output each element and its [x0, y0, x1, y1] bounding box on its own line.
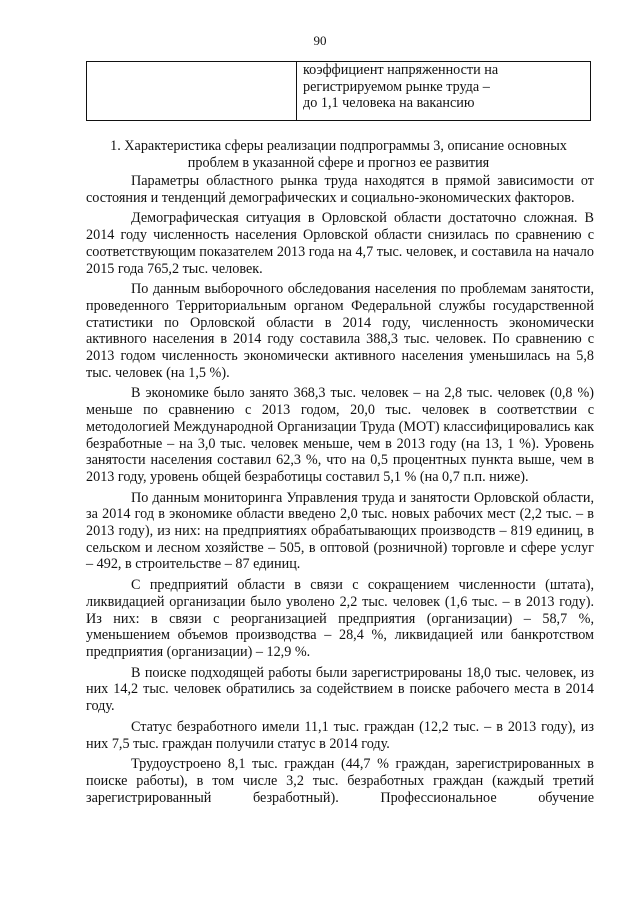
table-line: до 1,1 человека на вакансию [303, 95, 475, 112]
section-heading-line: 1. Характеристика сферы реализации подпрограммы 3, описание основных [110, 138, 567, 154]
table-line: коэффициент напряженности на [303, 62, 499, 78]
table-row [87, 62, 591, 121]
paragraph: Демографическая ситуация в Орловской области достаточно сложная. В 2014 году численность населения Орловской области снизилась по сравнению с соответствующим показателем 2013 года на 4,7 тыс. человек, и составила на начало 2015 года 765,2 тыс. человек. [86, 210, 594, 277]
table-cell-empty [87, 62, 297, 121]
section-heading [86, 138, 591, 172]
paragraph: Трудоустроено 8,1 тыс. граждан (44,7 % граждан, зарегистрированных в поиске работы), в том числе 3,2 тыс. безработных граждан (каждый третий зарегистрированный безработный). Профессиональное обучение [86, 756, 594, 806]
document-body [86, 173, 594, 810]
table-line: регистрируемом рынке труда – [303, 78, 490, 95]
continuation-table [86, 61, 591, 121]
table-cell-text [297, 62, 591, 121]
page-number: 90 [313, 33, 327, 48]
paragraph: С предприятий области в связи с сокращением численности (штата), ликвидацией организации было уволено 2,2 тыс. человек (1,6 тыс. – в 2013 году). Из них: в связи с реорганизацией предприятия (организации) – 58,7 %, уменьшением объемов производства – 28,4 %, ликвидацией или банкротством предприятия (организации) – 12,9 %. [86, 577, 594, 660]
paragraph: В поиске подходящей работы были зарегистрированы 18,0 тыс. человек, из них 14,2 тыс. человек обратились за содействием в поиске рабочего места в 2014 году. [86, 664, 594, 715]
paragraph: Параметры областного рынка труда находятся в прямой зависимости от состояния и тенденций демографических и социально-экономических факторов. [86, 173, 594, 206]
paragraph: Статус безработного имели 11,1 тыс. граждан (12,2 тыс. – в 2013 году), из них 7,5 тыс. граждан получили статус в 2014 году. [86, 718, 594, 752]
paragraph: В экономике было занято 368,3 тыс. человек – на 2,8 тыс. человек (0,8 %) меньше по сравнению с 2013 годом, 20,0 тыс. человек в соответствии с методологией Международной Организации Труда (МОТ) классифицировались как безработные – на 3,0 тыс. человек меньше, чем в 2013 году (на 13, 1 %). Уровень занятости населения составил 62,3 %, что на 0,5 процентных пункта выше, чем в 2013 году, уровень общей безработицы составил 5,1 % (на 0,7 п.п. ниже). [86, 385, 594, 485]
paragraph: По данным выборочного обследования населения по проблемам занятости, проведенного Территориальным органом Федеральной службы государственной статистики по Орловской области в 2014 году, численность экономически активного населения в 2014 году составила 388,3 тыс. человек. По сравнению с 2013 годом численность экономически активного населения уменьшилась на 5,8 тыс. человек (на 1,5 %). [86, 281, 594, 381]
paragraph: По данным мониторинга Управления труда и занятости Орловской области, за 2014 год в экономике области введено 2,0 тыс. новых рабочих мест (2,2 тыс. – в 2013 году), из них: на предприятиях обрабатывающих производств – 819 единиц, в сельском и лесном хозяйстве – 505, в оптовой (розничной) торговле и сфере услуг – 492, в строительстве – 87 единиц. [86, 489, 594, 573]
section-heading-line: проблем в указанной сфере и прогноз ее развития [187, 155, 490, 171]
